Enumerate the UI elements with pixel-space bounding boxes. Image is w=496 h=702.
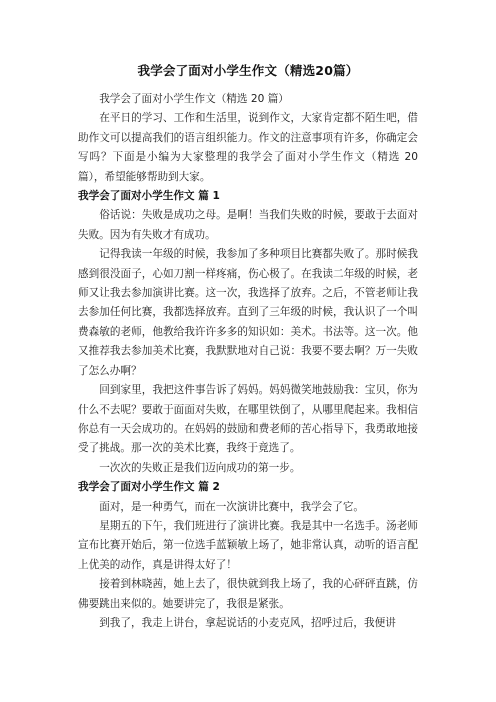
section-2-paragraph: 星期五的下午，我们班进行了演讲比赛。我是其中一名选手。汤老师宣布比赛开始后，第一位选手蓝颖敏上场了，她非常认真，动听的语言配上优美的动作，真是讲得太好了！ xyxy=(78,519,418,571)
section-heading-2: 我学会了面对小学生作文 篇 2 xyxy=(78,481,220,494)
section-1-paragraph: 记得我读一年级的时候，我参加了多种项目比赛都失败了。那时候我感到很没面子，心如刀割一样疼痛，伤心极了。在我读二年级的时候，老师又让我去参加演讲比赛。这一次，我选择了放弃。之后，不管老师让我去参加任何比赛，我都选择放弃。直到了三年级的时候，我认识了一个叫费森敏的老师，他教给我许许多多的知识如：美术。书法等。这一次。他又推荐我去参加美术比赛，我默默地对自己说：我要不要去啊？万一失败了怎么办啊？ xyxy=(78,248,418,377)
section-2-paragraph: 面对，是一种勇气，而在一次演讲比赛中，我学会了它。 xyxy=(99,500,365,513)
section-heading-1: 我学会了面对小学生作文 篇 1 xyxy=(78,190,220,203)
section-1-paragraph: 回到家里，我把这件事告诉了妈妈。妈妈微笑地鼓励我：宝贝，你为什么不去呢？要敢于面面对失败，在哪里铁倒了，从哪里爬起来。我相信你总有一天会成功的。在妈妈的鼓励和费老师的苦心指导下，我勇敢地接受了挑战。那一次的美术比赛，我终于竟选了。 xyxy=(78,384,418,455)
section-1-paragraph: 俗话说：失败是成功之母。是啊！当我们失败的时候，要敢于去面对失败。因为有失败才有成功。 xyxy=(78,209,418,241)
section-2-paragraph: 到我了，我走上讲台，拿起说话的小麦克风，招呼过后，我便讲 xyxy=(99,616,396,629)
document-page xyxy=(78,62,418,633)
intro-subtitle: 我学会了面对小学生作文（精选 20 篇） xyxy=(99,93,289,105)
section-1-paragraph: 一次次的失败正是我们迈向成功的第一步。 xyxy=(99,461,301,474)
document-title: 我学会了面对小学生作文（精选20篇） xyxy=(137,63,359,78)
section-2-paragraph: 接着到林晓茜，她上去了，很快就到我上场了，我的心砰砰直跳，仿佛要跳出来似的。她要讲完了，我很是紧张。 xyxy=(78,578,418,610)
intro-paragraph: 在平日的学习、工作和生活里，说到作文，大家肯定都不陌生吧，借助作文可以提高我们的语言组织能力。作文的注意事项有许多，你确定会写吗？下面是小编为大家整理的我学会了面对小学生作文（精选 20 篇），希望能够帮助到大家。 xyxy=(78,112,418,183)
